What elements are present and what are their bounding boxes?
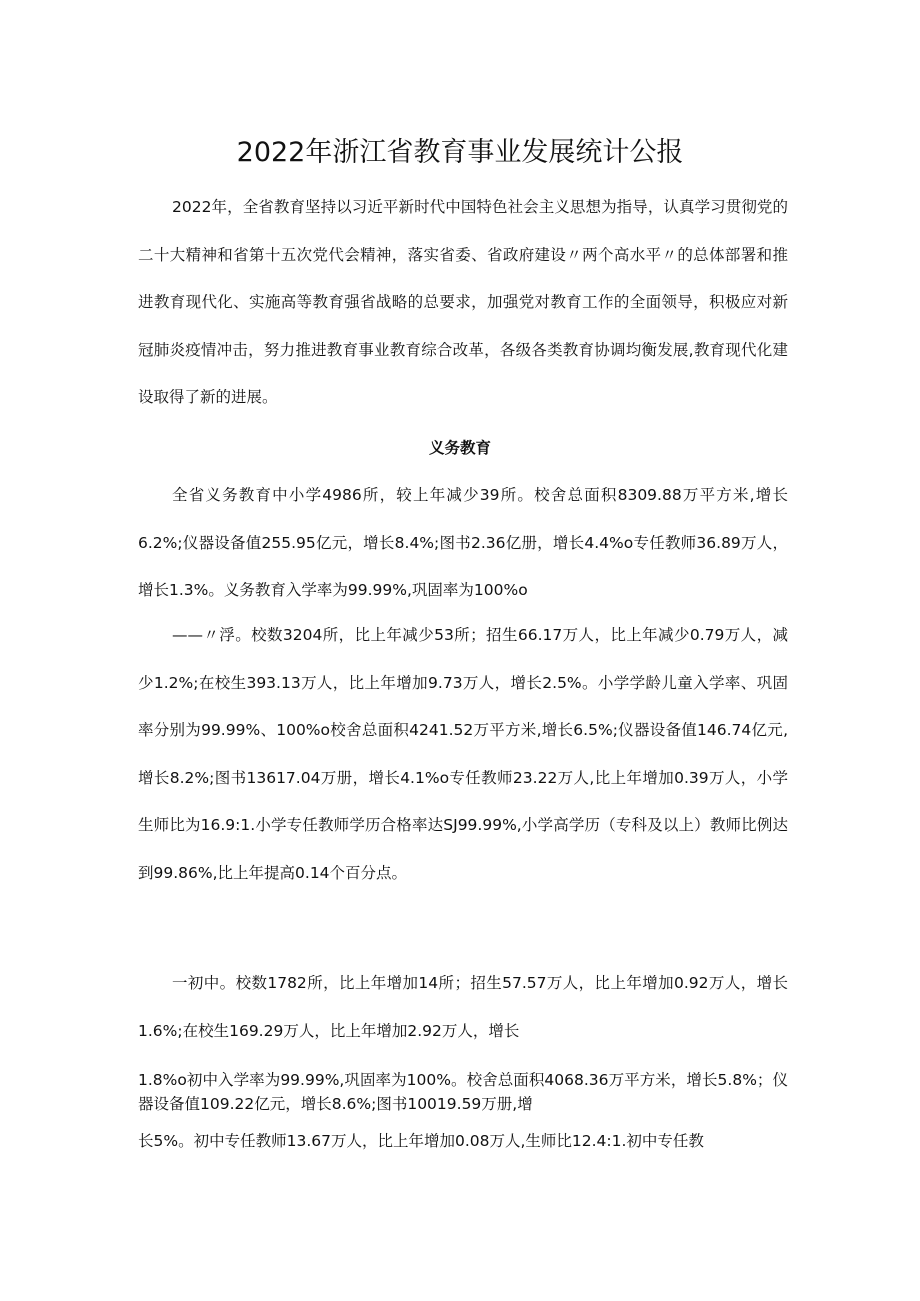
junior-high-paragraph-part1: 一初中。校数1782所，比上年增加14所；招生57.57万人，比上年增加0.92万人，增长1.6%;在校生169.29万人，比上年增加2.92万人，增长 [138,974,788,1040]
junior-high-paragraph-part3: 长5%。初中专任教师13.67万人，比上年增加0.08万人,生师比12.4:1.初中专任教 [138,1132,704,1150]
section-heading-compulsory-education: 义务教育 [428,439,491,457]
compulsory-education-summary: 全省义务教育中小学4986所，较上年减少39所。校舍总面积8309.88万平方米,增长6.2%;仪器设备值255.95亿元，增长8.4%;图书2.36亿册，增长4.4%o专任教师36.89万人，增长1.3%。义务教育入学率为99.99%,巩固率为100%o [138,486,788,599]
primary-school-paragraph: ——〃浮。校数3204所，比上年减少53所；招生66.17万人，比上年减少0.79万人，减少1.2%;在校生393.13万人，比上年增加9.73万人，增长2.5%。小学学龄儿童入学率、巩固率分别为99.99%、100%o校舍总面积4241.52万平方米,增长6.5%;仪器设备值146.74亿元,增长8.2%;图书13617.04万册，增长4.1%o专任教师23.22万人,比上年增加0.39万人，小学生师比为16.9:1.小学专任教师学历合格率达SJ99.99%,小学高学历（专科及以上）教师比例达到99.86%,比上年提高0.14个百分点。 [138,626,788,882]
junior-high-paragraph-part2: 1.8%o初中入学率为99.99%,巩固率为100%。校舍总面积4068.36万平方米，增长5.8%；仪器设备值109.22亿元，增长8.6%;图书10019.59万册,增 [138,1071,788,1113]
intro-paragraph: 2022年，全省教育坚持以习近平新时代中国特色社会主义思想为指导，认真学习贯彻党的二十大精神和省第十五次党代会精神，落实省委、省政府建设〃两个高水平〃的总体部署和推进教育现代化、实施高等教育强省战略的总要求，加强党对教育工作的全面领导，积极应对新冠肺炎疫情冲击，努力推进教育事业教育综合改革，各级各类教育协调均衡发展,教育现代化建设取得了新的进展。 [138,198,788,406]
document-title: 2022年浙江省教育事业发展统计公报 [236,137,684,168]
